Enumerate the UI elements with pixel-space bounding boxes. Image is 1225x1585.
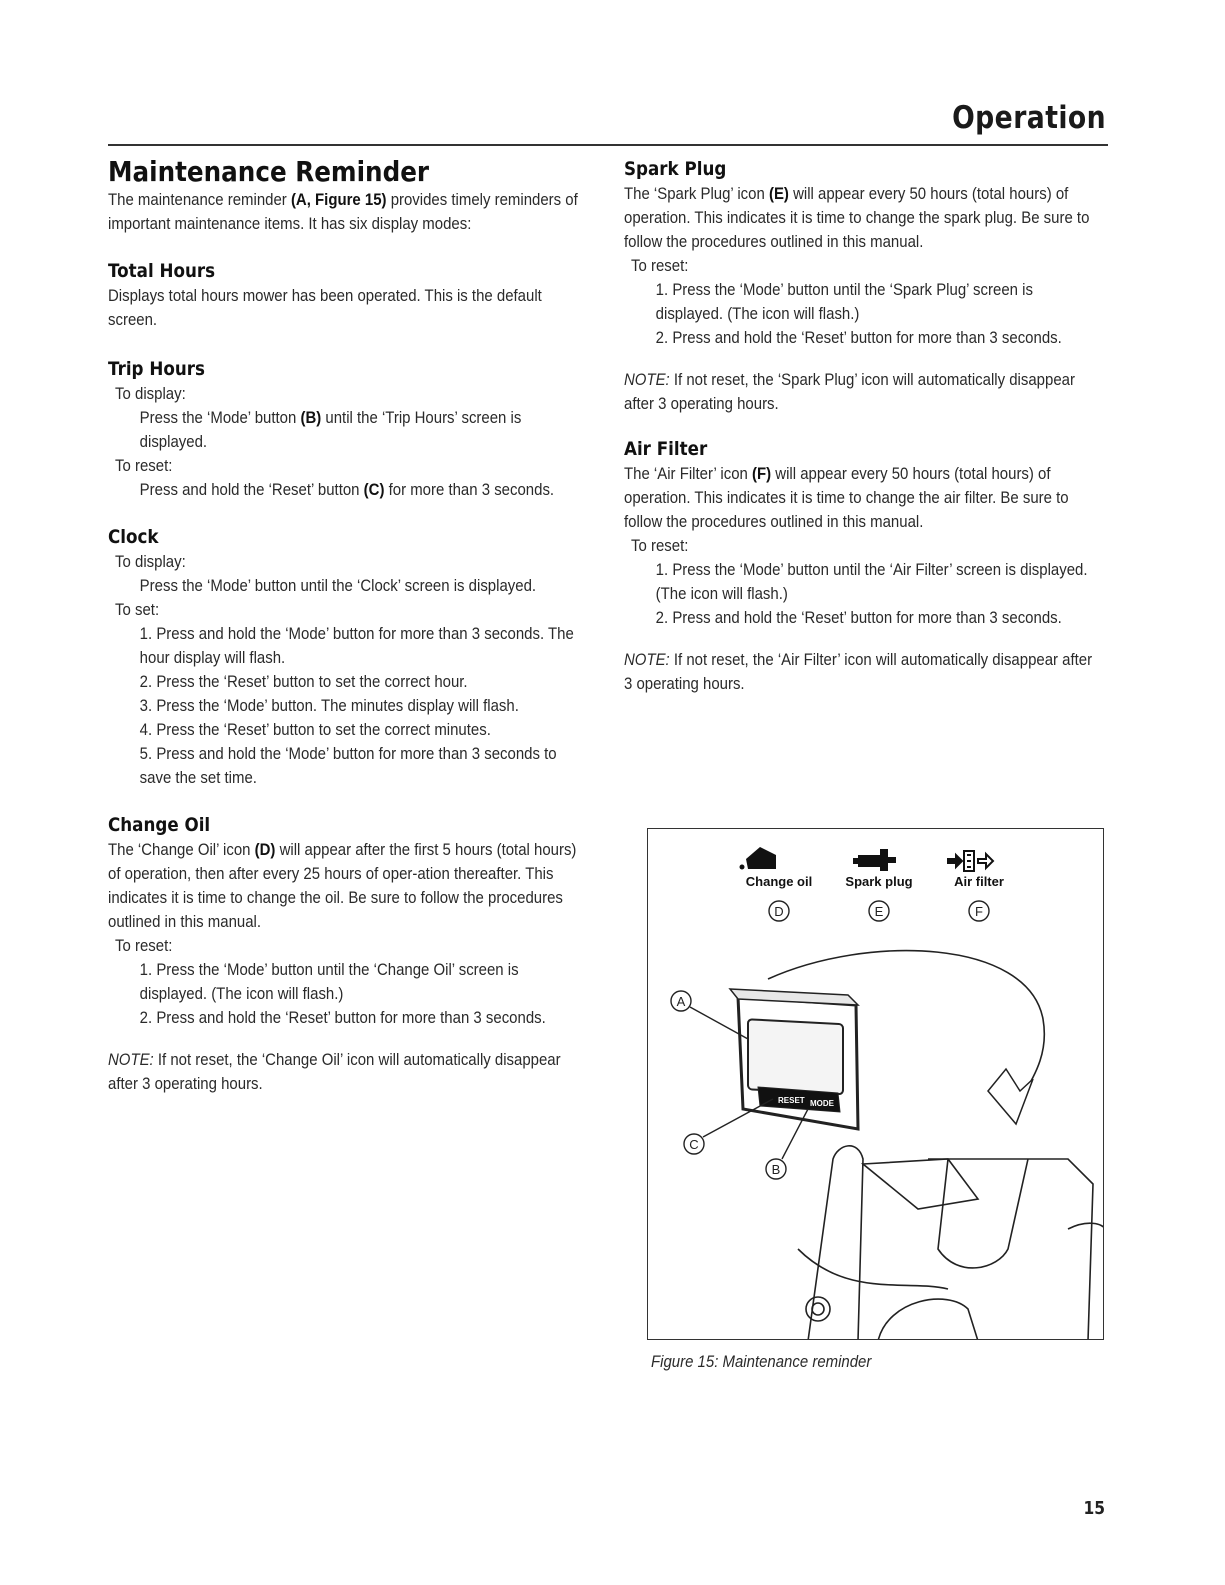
clock-to-display: To display: <box>115 552 186 571</box>
change-oil-to-reset: To reset: <box>115 936 173 955</box>
right-column <box>624 150 1106 696</box>
change-oil-body: The ‘Change Oil’ icon (D) will appear after the first 5 hours (total hours) of operation, then after every 25 hours of oper-ation thereafter. This indicates it is time to change the oil. Be sure to follow the procedures outlined in this manual. <box>108 840 577 931</box>
figure-caption: Figure 15: Maintenance reminder <box>651 1352 872 1371</box>
trip-hours-display-text: Press the ‘Mode’ button (B) until the ‘Trip Hours’ screen is displayed. <box>139 408 522 451</box>
callout-f: F <box>975 904 983 919</box>
change-oil-heading: Change Oil <box>108 814 211 836</box>
arrow-head <box>988 1069 1033 1124</box>
air-filter-label: Air filter <box>954 874 1004 889</box>
trip-hours-heading: Trip Hours <box>108 358 205 380</box>
page-title: Maintenance Reminder <box>108 155 430 188</box>
clock-section <box>108 524 588 790</box>
total-hours-heading: Total Hours <box>108 260 216 282</box>
air-filter-to-reset: To reset: <box>631 536 689 555</box>
total-hours-section <box>108 258 588 332</box>
section-title: Operation <box>951 100 1106 136</box>
page-header <box>108 98 1108 146</box>
spark-plug-step: 1. Press the ‘Mode’ button until the ‘Spark Plug’ screen is displayed. (The icon will flash.) <box>655 280 1033 323</box>
page-number: 15 <box>1083 1498 1105 1519</box>
change-oil-note: NOTE: If not reset, the ‘Change Oil’ icon will automatically disappear after 3 operating hours. <box>108 1050 561 1093</box>
reminder-display-unit <box>730 989 858 1129</box>
clock-display-text: Press the ‘Mode’ button until the ‘Clock’ screen is displayed. <box>139 576 537 595</box>
clock-heading: Clock <box>108 526 159 548</box>
change-oil-step: 2. Press and hold the ‘Reset’ button for more than 3 seconds. <box>139 1008 546 1027</box>
left-column <box>108 150 588 1096</box>
air-filter-step: 1. Press the ‘Mode’ button until the ‘Air Filter’ screen is displayed. (The icon will flash.) <box>655 560 1088 603</box>
clock-to-set: To set: <box>115 600 160 619</box>
callout-b: B <box>771 1162 781 1177</box>
intro-paragraph: The maintenance reminder (A, Figure 15) provides timely reminders of important maintenance items. It has six display modes: <box>108 190 578 233</box>
spark-plug-icon <box>853 849 896 871</box>
spark-plug-section <box>624 156 1106 416</box>
air-filter-icon <box>948 851 993 871</box>
figure-15 <box>647 828 1104 1340</box>
callout-c: C <box>689 1137 699 1152</box>
air-filter-note: NOTE: If not reset, the ‘Air Filter’ icon will automatically disappear after 3 operating hours. <box>624 650 1093 693</box>
change-oil-section <box>108 812 588 1096</box>
trip-hours-reset-text: Press and hold the ‘Reset’ button (C) for more than 3 seconds. <box>139 480 555 499</box>
mode-button-label: MODE <box>810 1099 834 1108</box>
clock-step: 3. Press the ‘Mode’ button. The minutes display will flash. <box>139 696 519 715</box>
spark-plug-label: Spark plug <box>845 874 913 889</box>
callout-d: D <box>774 904 784 919</box>
trip-hours-to-display: To display: <box>115 384 186 403</box>
clock-step: 1. Press and hold the ‘Mode’ button for more than 3 seconds. The hour display will flash. <box>139 624 574 667</box>
spark-plug-note: NOTE: If not reset, the ‘Spark Plug’ icon will automatically disappear after 3 operating hours. <box>624 370 1075 413</box>
callout-a: A <box>676 994 686 1009</box>
spark-plug-body: The ‘Spark Plug’ icon (E) will appear every 50 hours (total hours) of operation. This indicates it is time to change the spark plug. Be sure to follow the procedures outlined in this manual. <box>624 184 1090 251</box>
change-oil-label: Change oil <box>745 874 813 889</box>
trip-hours-section <box>108 356 588 502</box>
air-filter-heading: Air Filter <box>624 438 708 460</box>
air-filter-section <box>624 436 1106 696</box>
change-oil-step: 1. Press the ‘Mode’ button until the ‘Change Oil’ screen is displayed. (The icon will flash.) <box>139 960 519 1003</box>
callout-e: E <box>874 904 884 919</box>
air-filter-body: The ‘Air Filter’ icon (F) will appear every 50 hours (total hours) of operation. This indicates it is time to change the air filter. Be sure to follow the procedures outlined in this manual. <box>624 464 1069 531</box>
trip-hours-to-reset: To reset: <box>115 456 173 475</box>
oil-can-icon <box>740 847 777 870</box>
air-filter-step: 2. Press and hold the ‘Reset’ button for more than 3 seconds. <box>655 608 1062 627</box>
clock-step: 2. Press the ‘Reset’ button to set the correct hour. <box>139 672 468 691</box>
total-hours-body: Displays total hours mower has been operated. This is the default screen. <box>108 286 542 329</box>
spark-plug-heading: Spark Plug <box>624 158 727 180</box>
spark-plug-to-reset: To reset: <box>631 256 689 275</box>
maintenance-reminder-illustration <box>648 829 1104 1340</box>
spark-plug-step: 2. Press and hold the ‘Reset’ button for more than 3 seconds. <box>655 328 1062 347</box>
clock-step: 4. Press the ‘Reset’ button to set the correct minutes. <box>139 720 491 739</box>
reset-button-label: RESET <box>778 1096 805 1105</box>
clock-step: 5. Press and hold the ‘Mode’ button for more than 3 seconds to save the set time. <box>139 744 557 787</box>
mower-dash-sketch <box>798 1146 1104 1340</box>
